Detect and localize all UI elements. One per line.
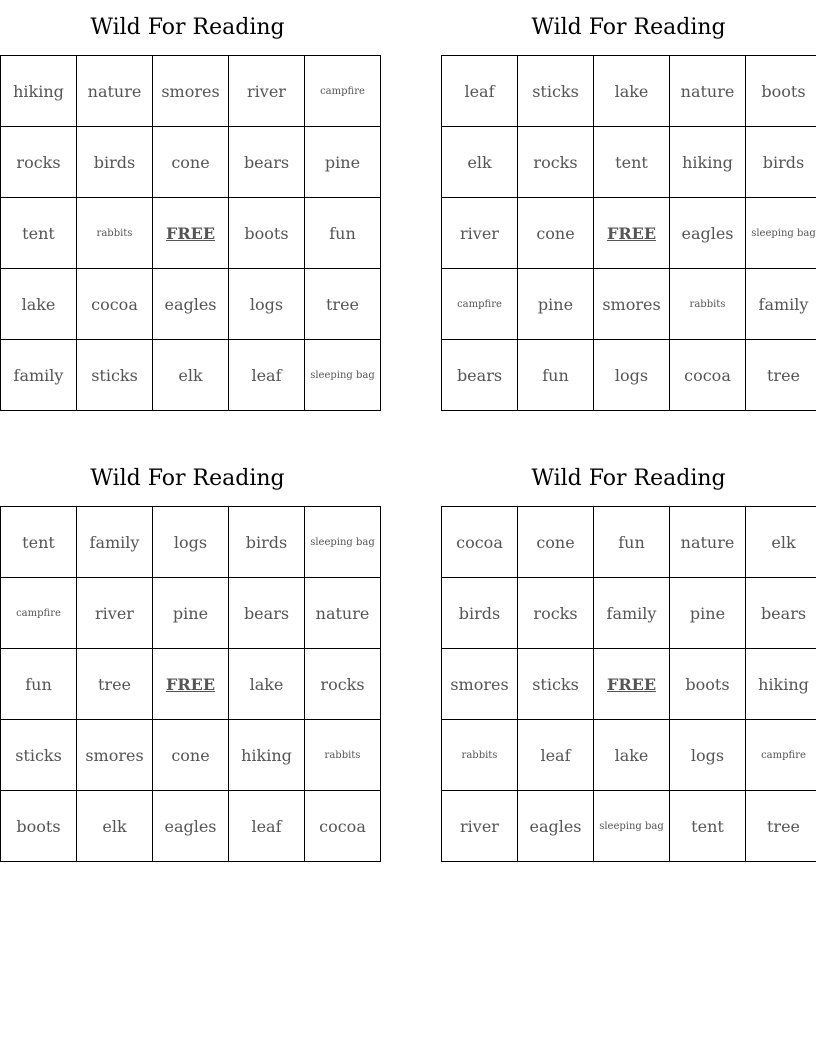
bingo-grid [0, 506, 381, 862]
bingo-cell: family [594, 578, 670, 649]
bingo-grid [441, 506, 816, 862]
bingo-cell: fun [594, 507, 670, 578]
bingo-cell: smores [77, 720, 153, 791]
bingo-cell: tree [77, 649, 153, 720]
bingo-cell: elk [746, 507, 816, 578]
bingo-cell: tent [594, 127, 670, 198]
bingo-cell: tree [746, 791, 816, 862]
bingo-cell: rocks [518, 127, 594, 198]
bingo-cell: fun [305, 198, 381, 269]
bingo-cell: birds [442, 578, 518, 649]
bingo-cell: rabbits [305, 720, 381, 791]
bingo-cell: elk [442, 127, 518, 198]
bingo-cell: hiking [746, 649, 816, 720]
bingo-cell: logs [594, 340, 670, 411]
bingo-cell: lake [594, 720, 670, 791]
bingo-cell: cocoa [77, 269, 153, 340]
bingo-cell: elk [153, 340, 229, 411]
bingo-cell: leaf [518, 720, 594, 791]
bingo-cell: pine [518, 269, 594, 340]
bingo-cell: campfire [1, 578, 77, 649]
bingo-cell: nature [305, 578, 381, 649]
bingo-cell: sticks [518, 649, 594, 720]
free-space: FREE [153, 649, 229, 720]
bingo-cell: eagles [670, 198, 746, 269]
bingo-cell: nature [670, 507, 746, 578]
bingo-cell: sleeping bag [746, 198, 816, 269]
bingo-cell: smores [594, 269, 670, 340]
bingo-cell: river [442, 791, 518, 862]
bingo-cell: elk [77, 791, 153, 862]
bingo-cell: birds [77, 127, 153, 198]
card-title: Wild For Reading [531, 15, 726, 40]
bingo-cell: lake [594, 56, 670, 127]
bingo-cell: river [77, 578, 153, 649]
bingo-cell: bears [746, 578, 816, 649]
bingo-cell: hiking [1, 56, 77, 127]
bingo-cell: cone [153, 720, 229, 791]
bingo-cell: campfire [746, 720, 816, 791]
bingo-cell: nature [77, 56, 153, 127]
bingo-cell: family [1, 340, 77, 411]
bingo-cell: fun [1, 649, 77, 720]
bingo-cell: rocks [305, 649, 381, 720]
bingo-cell: leaf [229, 340, 305, 411]
bingo-cell: logs [229, 269, 305, 340]
bingo-cell: tent [1, 198, 77, 269]
bingo-cell: tree [305, 269, 381, 340]
bingo-cell: birds [229, 507, 305, 578]
bingo-cell: river [229, 56, 305, 127]
bingo-cell: eagles [153, 269, 229, 340]
bingo-grid [441, 55, 816, 411]
free-space: FREE [594, 649, 670, 720]
card-title: Wild For Reading [531, 466, 726, 491]
bingo-cell: bears [442, 340, 518, 411]
bingo-cell: campfire [305, 56, 381, 127]
bingo-cell: leaf [442, 56, 518, 127]
bingo-cell: pine [305, 127, 381, 198]
bingo-cell: leaf [229, 791, 305, 862]
bingo-cell: tree [746, 340, 816, 411]
bingo-cell: sleeping bag [594, 791, 670, 862]
bingo-cell: sleeping bag [305, 507, 381, 578]
bingo-cell: cocoa [305, 791, 381, 862]
bingo-cell: family [77, 507, 153, 578]
bingo-cell: eagles [518, 791, 594, 862]
free-space: FREE [594, 198, 670, 269]
bingo-cell: river [442, 198, 518, 269]
bingo-cell: tent [1, 507, 77, 578]
bingo-cell: cocoa [442, 507, 518, 578]
bingo-cell: cocoa [670, 340, 746, 411]
bingo-cell: bears [229, 578, 305, 649]
free-space: FREE [153, 198, 229, 269]
bingo-cell: boots [670, 649, 746, 720]
bingo-cell: cone [518, 198, 594, 269]
bingo-cell: cone [518, 507, 594, 578]
bingo-cell: sticks [77, 340, 153, 411]
bingo-cell: bears [229, 127, 305, 198]
bingo-cell: fun [518, 340, 594, 411]
bingo-cell: sticks [518, 56, 594, 127]
bingo-cell: birds [746, 127, 816, 198]
bingo-cell: pine [670, 578, 746, 649]
bingo-cell: hiking [229, 720, 305, 791]
bingo-cell: pine [153, 578, 229, 649]
bingo-cell: smores [442, 649, 518, 720]
bingo-cell: tent [670, 791, 746, 862]
bingo-cell: sticks [1, 720, 77, 791]
bingo-cell: nature [670, 56, 746, 127]
bingo-cell: boots [229, 198, 305, 269]
bingo-cell: family [746, 269, 816, 340]
bingo-cell: smores [153, 56, 229, 127]
bingo-grid [0, 55, 381, 411]
bingo-cell: campfire [442, 269, 518, 340]
bingo-cell: lake [1, 269, 77, 340]
bingo-cell: logs [670, 720, 746, 791]
bingo-cell: rabbits [442, 720, 518, 791]
bingo-cell: lake [229, 649, 305, 720]
bingo-cell: rocks [518, 578, 594, 649]
card-title: Wild For Reading [90, 15, 285, 40]
bingo-cell: logs [153, 507, 229, 578]
bingo-cell: rabbits [77, 198, 153, 269]
bingo-cell: rocks [1, 127, 77, 198]
bingo-cell: sleeping bag [305, 340, 381, 411]
bingo-cell: boots [746, 56, 816, 127]
bingo-cell: hiking [670, 127, 746, 198]
card-title: Wild For Reading [90, 466, 285, 491]
bingo-cell: boots [1, 791, 77, 862]
bingo-cell: rabbits [670, 269, 746, 340]
bingo-cell: cone [153, 127, 229, 198]
bingo-cell: eagles [153, 791, 229, 862]
